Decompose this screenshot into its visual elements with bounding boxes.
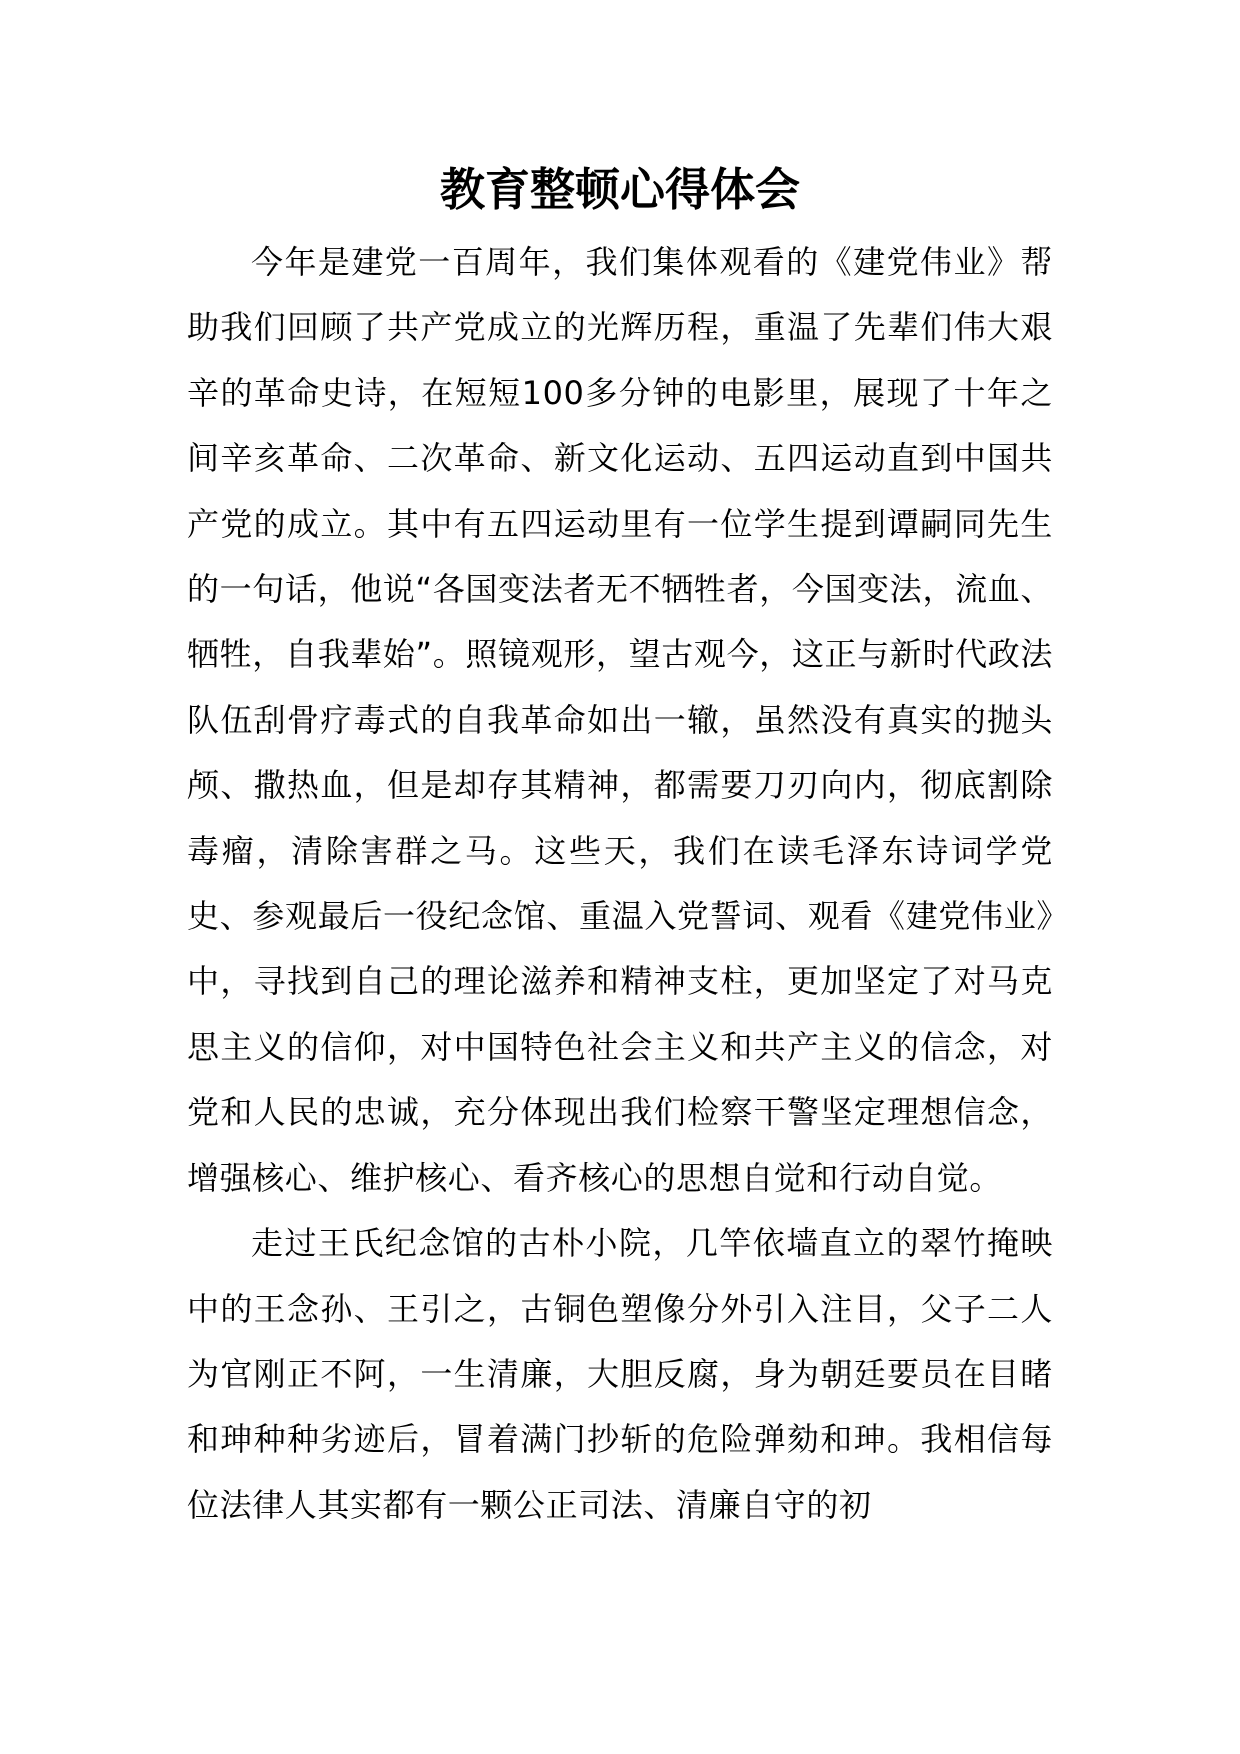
paragraph-2: 走过王氏纪念馆的古朴小院，几竿依墙直立的翠竹掩映中的王念孙、王引之，古铜色塑像分外引入注目，父子二人为官刚正不阿，一生清廉，大胆反腐，身为朝廷要员在目睹和珅种种劣迹后，冒着满门抄斩的危险弹劾和珅。我相信每位法律人其实都有一颗公正司法、清廉自守的初 [187, 1224, 1053, 1524]
paragraph-1: 今年是建党一百周年，我们集体观看的《建党伟业》帮助我们回顾了共产党成立的光辉历程，重温了先辈们伟大艰辛的革命史诗，在短短100多分钟的电影里，展现了十年之间辛亥革命、二次革命、新文化运动、五四运动直到中国共产党的成立。其中有五四运动里有一位学生提到谭嗣同先生的一句话，他说“各国变法者无不牺牲者，今国变法，流血、牺牲，自我辈始”。照镜观形，望古观今，这正与新时代政法队伍刮骨疗毒式的自我革命如出一辙，虽然没有真实的抛头颅、撒热血，但是却存其精神，都需要刀刃向内，彻底割除毒瘤，清除害群之马。这些天，我们在读毛泽东诗词学党史、参观最后一役纪念馆、重温入党誓词、观看《建党伟业》中，寻找到自己的理论滋养和精神支柱，更加坚定了对马克思主义的信仰，对中国特色社会主义和共产主义的信念，对党和人民的忠诚，充分体现出我们检察干警坚定理想信念，增强核心、维护核心、看齐核心的思想自觉和行动自觉。 [187, 243, 1053, 1197]
document-title: 教育整顿心得体会 [439, 163, 800, 216]
document-body [187, 230, 1053, 1538]
